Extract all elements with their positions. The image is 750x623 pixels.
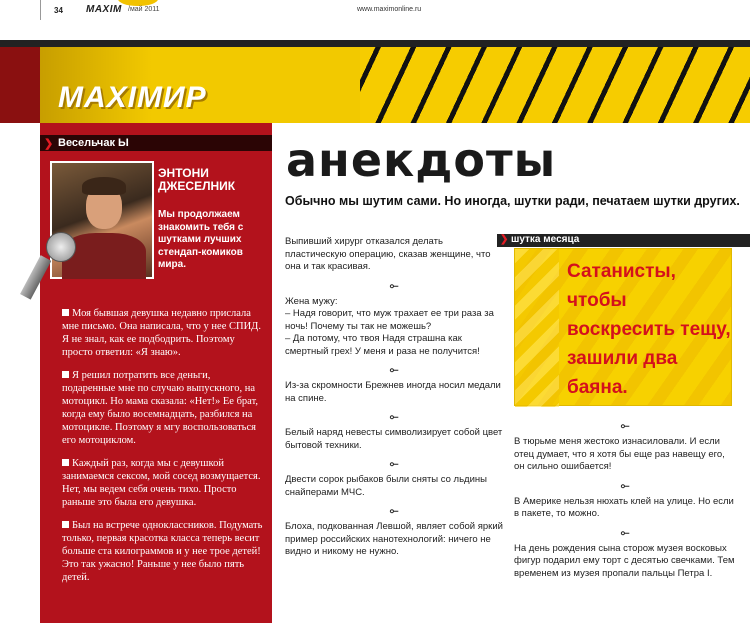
joke-item: Выпивший хирург отказался делать пластическую операцию, сказав женщине, что она и так красивая. bbox=[285, 236, 491, 272]
joke-of-month-box bbox=[514, 248, 732, 406]
joke-item: Из-за скромности Брежнев иногда носил медали на спине. bbox=[285, 380, 501, 404]
page-subtitle: Обычно мы шутим сами. Но иногда, шутки ради, печатаем шутки других. bbox=[285, 194, 740, 208]
square-bullet-icon bbox=[62, 459, 69, 466]
microphone-head bbox=[46, 232, 76, 262]
section-logo: MAXIMИР bbox=[58, 81, 207, 114]
joke-item: Жена мужу: – Надя говорит, что муж трахает ее три раза за ночь! Почему ты так не можешь? – Да потому, что твоя Надя страшна как смертный грех! У меня и раза не получится! bbox=[285, 295, 494, 357]
page-title: анекдоты bbox=[286, 133, 557, 187]
key-divider-icon: ⟜ bbox=[389, 458, 399, 470]
comedian-intro: Мы продолжаем знакомить тебя с шутками лучших стендап-комиков мира. bbox=[158, 209, 244, 270]
comedian-jokes bbox=[62, 307, 266, 594]
arrow-icon: ❯ bbox=[500, 234, 509, 245]
microphone-icon bbox=[40, 232, 80, 302]
joke-paragraph: Я решил потратить все деньги, подаренные мне по случаю выпускного, на мотоцикл. Но мама сказала: «Нет!» Ее брат, когда ему было восемнадцать, разбился на мотоцикле. Поэтому я мгу воспользоваться его мотоциклом. bbox=[62, 370, 258, 446]
joke-divider bbox=[285, 452, 503, 474]
banner-red-edge bbox=[0, 47, 40, 123]
joke-of-month-label: шутка месяца bbox=[511, 234, 580, 245]
joke-divider bbox=[514, 414, 736, 436]
jokes-column bbox=[285, 236, 503, 559]
key-divider-icon: ⟜ bbox=[389, 364, 399, 376]
column-header bbox=[40, 135, 272, 151]
joke-divider bbox=[285, 274, 503, 296]
joke-divider bbox=[285, 405, 503, 427]
joke-paragraph: Каждый раз, когда мы с девушкой занимаемся сексом, мой сосед возмущается. Нет, мы ведем себя очень тихо. Просто раньше это была его девушка. bbox=[62, 458, 261, 508]
square-bullet-icon bbox=[62, 521, 69, 528]
running-header bbox=[0, 0, 750, 22]
joke-divider bbox=[285, 358, 503, 380]
issue-date: /май 2011 bbox=[128, 6, 160, 13]
photo-hair bbox=[82, 177, 126, 195]
comedian-column bbox=[40, 123, 272, 623]
joke-item: В Америке нельзя нюхать клей на улице. Но если в пакете, то можно. bbox=[514, 495, 734, 519]
joke-of-month-header bbox=[497, 234, 750, 247]
magazine-brand: MAXIM bbox=[86, 4, 122, 15]
key-divider-icon: ⟜ bbox=[389, 505, 399, 517]
column-label: Весельчак Ы bbox=[58, 137, 129, 149]
arrow-icon: ❯ bbox=[44, 138, 54, 150]
right-jokes-column bbox=[514, 414, 736, 580]
joke-of-month-text: Сатанисты, чтобы воскресить тещу, зашили два баяна. bbox=[567, 261, 731, 398]
box-stripes bbox=[515, 249, 559, 407]
joke-paragraph: Моя бывшая девушка недавно прислала мне письмо. Она написала, что у нее СПИД. Я не знал, как ее подбодрить. Поэтому просто ответил: «Я знаю». bbox=[62, 308, 261, 358]
key-divider-icon: ⟜ bbox=[389, 279, 399, 292]
joke-item: Блоха, подкованная Левшой, являет собой яркий пример российских нанотехнологий: ничего не видно и никому не нужно. bbox=[285, 521, 503, 557]
section-banner bbox=[0, 47, 750, 123]
banner-stripes bbox=[360, 47, 750, 123]
joke-divider bbox=[514, 474, 736, 496]
key-divider-icon: ⟜ bbox=[620, 479, 630, 492]
page-number: 34 bbox=[54, 6, 63, 15]
website-url: www.maximonline.ru bbox=[357, 6, 422, 13]
square-bullet-icon bbox=[62, 371, 69, 378]
joke-item: Двести сорок рыбаков были сняты со льдины снайперами МЧС. bbox=[285, 474, 487, 498]
key-divider-icon: ⟜ bbox=[620, 526, 630, 539]
comedian-name: ЭНТОНИ ДЖЕСЕЛНИК bbox=[158, 166, 236, 193]
microphone-handle bbox=[20, 255, 51, 299]
joke-divider bbox=[285, 499, 503, 521]
key-divider-icon: ⟜ bbox=[389, 411, 399, 423]
page-fold-gutter bbox=[0, 40, 750, 47]
square-bullet-icon bbox=[62, 309, 69, 316]
key-divider-icon: ⟜ bbox=[620, 420, 630, 432]
margin-line bbox=[40, 0, 41, 20]
joke-paragraph: Был на встрече одноклассников. Подумать только, первая красотка класса теперь весит больше ста килограммов и у нее трое детей! Это так ужасно! Раньше у нее было пять детей. bbox=[62, 520, 263, 583]
joke-item: В тюрьме меня жестоко изнасиловали. И если отец думает, что я хотя бы еще раз навещу его, он сильно ошибается! bbox=[514, 436, 725, 472]
joke-divider bbox=[514, 521, 736, 543]
joke-item: На день рождения сына сторож музея восковых фигур подарил ему торт с десятью свечками. Тем временем из музея пропали пальцы Петра I. bbox=[514, 542, 735, 579]
joke-item: Белый наряд невесты символизирует собой цвет бытовой техники. bbox=[285, 427, 503, 451]
